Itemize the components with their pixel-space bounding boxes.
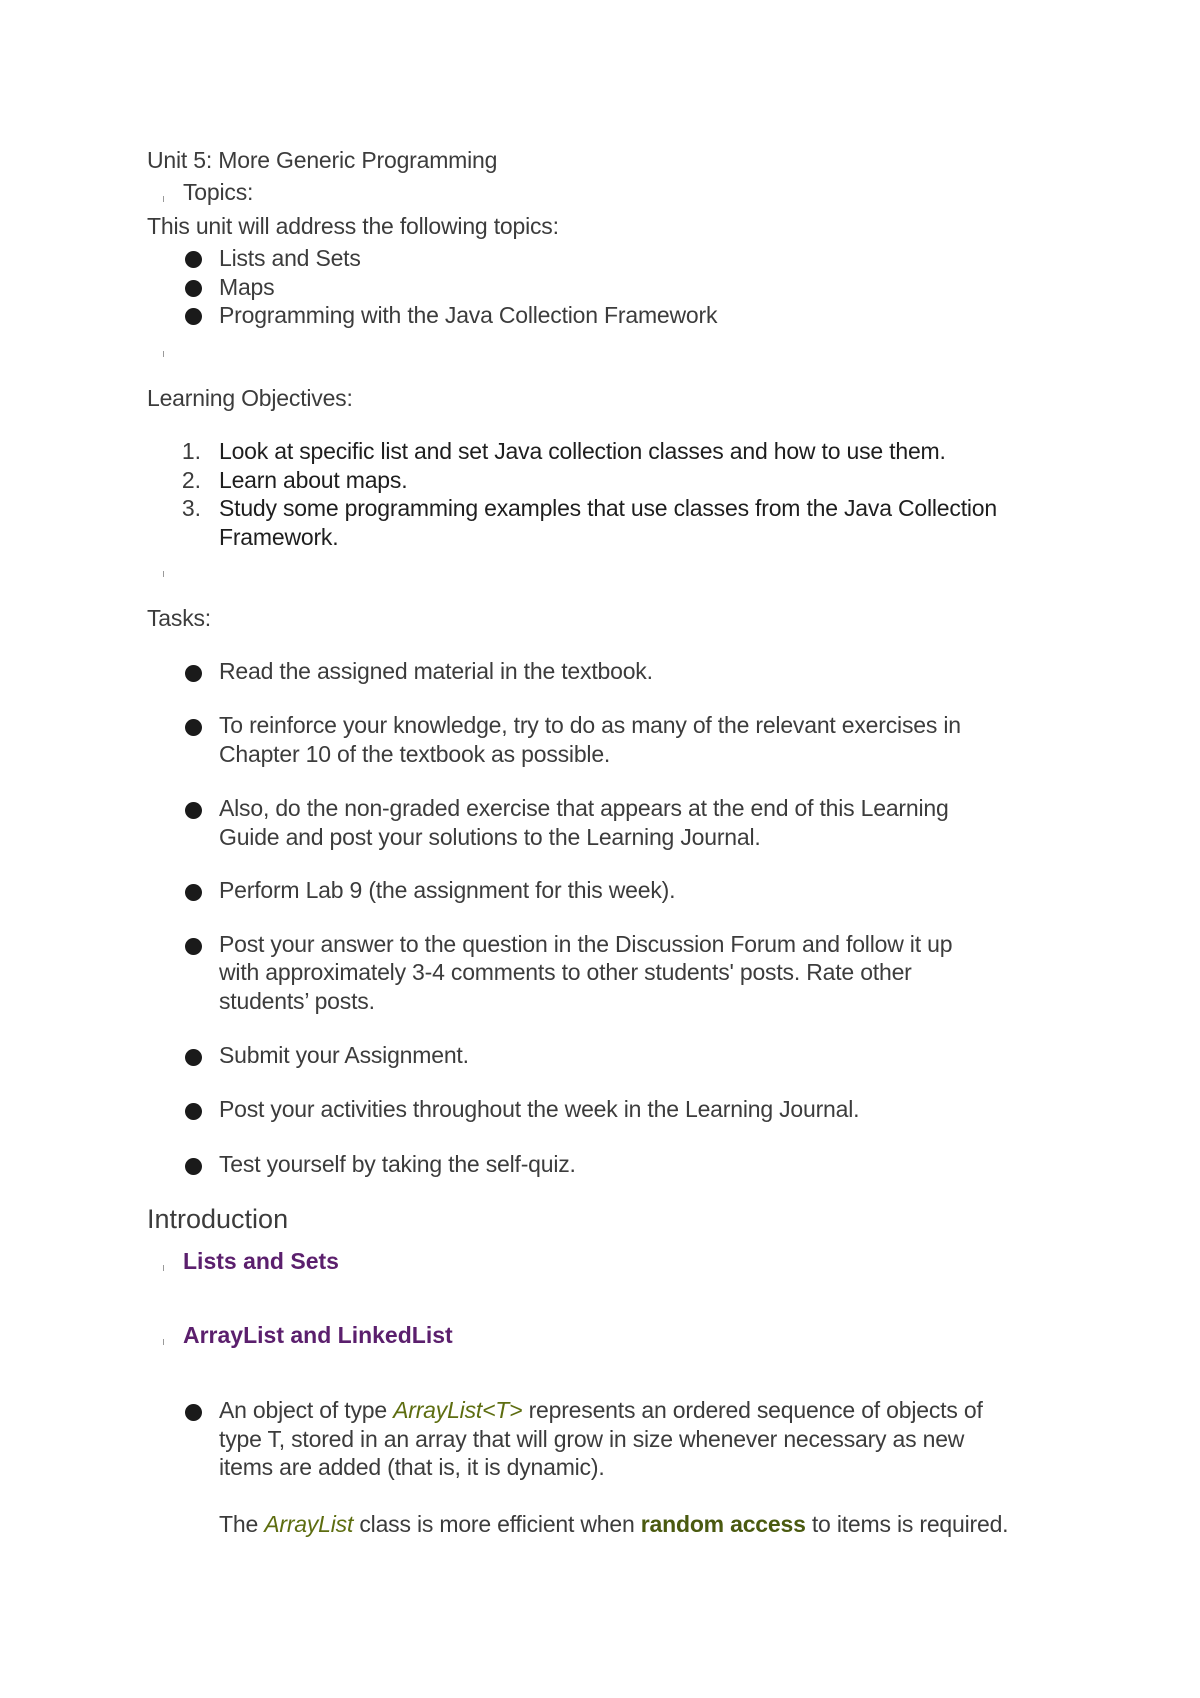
emphasis-term: random access <box>640 1511 806 1537</box>
objectives-label: Learning Objectives: <box>147 385 353 411</box>
objective-item: Learn about maps. <box>219 467 408 493</box>
task-item-continued: students’ posts. <box>219 988 375 1014</box>
bullet-icon <box>185 1158 202 1175</box>
unit-title: Unit 5: More Generic Programming <box>147 147 498 173</box>
topic-item: Programming with the Java Collection Framework <box>219 302 718 328</box>
topics-label: Topics: <box>183 179 254 205</box>
objective-number: 2. <box>181 467 201 493</box>
task-item: Read the assigned material in the textbook. <box>219 658 653 684</box>
bullet-icon <box>185 719 202 736</box>
arraylist-description-line <box>219 1396 983 1424</box>
section-heading-lists-sets: Lists and Sets <box>183 1248 339 1274</box>
bullet-icon <box>185 938 202 955</box>
bullet-icon <box>185 308 202 325</box>
arraylist-note <box>219 1510 1008 1538</box>
arraylist-description-line: type T, stored in an array that will grow in size whenever necessary as new <box>219 1426 965 1452</box>
task-item: Also, do the non-graded exercise that appears at the end of this Learning <box>219 795 949 821</box>
margin-mark <box>163 571 164 577</box>
text-run: The <box>219 1511 265 1537</box>
text-run: to items is required. <box>805 1511 1009 1537</box>
code-term: ArrayList <box>264 1511 354 1537</box>
task-item: To reinforce your knowledge, try to do as many of the relevant exercises in <box>219 712 961 738</box>
bullet-icon <box>185 280 202 297</box>
bullet-icon <box>185 1049 202 1066</box>
text-run: represents an ordered sequence of objects of <box>522 1397 983 1423</box>
task-item: Test yourself by taking the self-quiz. <box>219 1151 576 1177</box>
code-term: ArrayList<T> <box>393 1397 523 1423</box>
tasks-label: Tasks: <box>147 605 211 631</box>
bullet-icon <box>185 665 202 682</box>
bullet-icon <box>185 1103 202 1120</box>
margin-mark <box>163 196 164 202</box>
task-item: Perform Lab 9 (the assignment for this week). <box>219 877 676 903</box>
margin-mark <box>163 351 164 357</box>
margin-mark <box>163 1339 164 1345</box>
objective-item-continued: Framework. <box>219 524 339 550</box>
objective-item: Look at specific list and set Java collection classes and how to use them. <box>219 438 946 464</box>
task-item-continued: Guide and post your solutions to the Learning Journal. <box>219 824 761 850</box>
bullet-icon <box>185 884 202 901</box>
text-run: class is more efficient when <box>353 1511 641 1537</box>
task-item-continued: Chapter 10 of the textbook as possible. <box>219 741 611 767</box>
topic-item: Maps <box>219 274 275 300</box>
objective-number: 1. <box>181 438 201 464</box>
text-run: An object of type <box>219 1397 394 1423</box>
task-item-continued: with approximately 3-4 comments to other students' posts. Rate other <box>219 959 912 985</box>
topics-intro: This unit will address the following topics: <box>147 213 559 239</box>
bullet-icon <box>185 802 202 819</box>
task-item: Post your answer to the question in the Discussion Forum and follow it up <box>219 931 953 957</box>
topic-item: Lists and Sets <box>219 245 361 271</box>
section-heading-arraylist-linkedlist: ArrayList and LinkedList <box>183 1322 453 1348</box>
margin-mark <box>163 1265 164 1271</box>
bullet-icon <box>185 251 202 268</box>
objective-item: Study some programming examples that use classes from the Java Collection <box>219 495 997 521</box>
introduction-heading: Introduction <box>147 1204 289 1234</box>
task-item: Submit your Assignment. <box>219 1042 469 1068</box>
arraylist-description-line: items are added (that is, it is dynamic). <box>219 1454 605 1480</box>
task-item: Post your activities throughout the week in the Learning Journal. <box>219 1096 860 1122</box>
objective-number: 3. <box>181 495 201 521</box>
bullet-icon <box>185 1404 202 1421</box>
